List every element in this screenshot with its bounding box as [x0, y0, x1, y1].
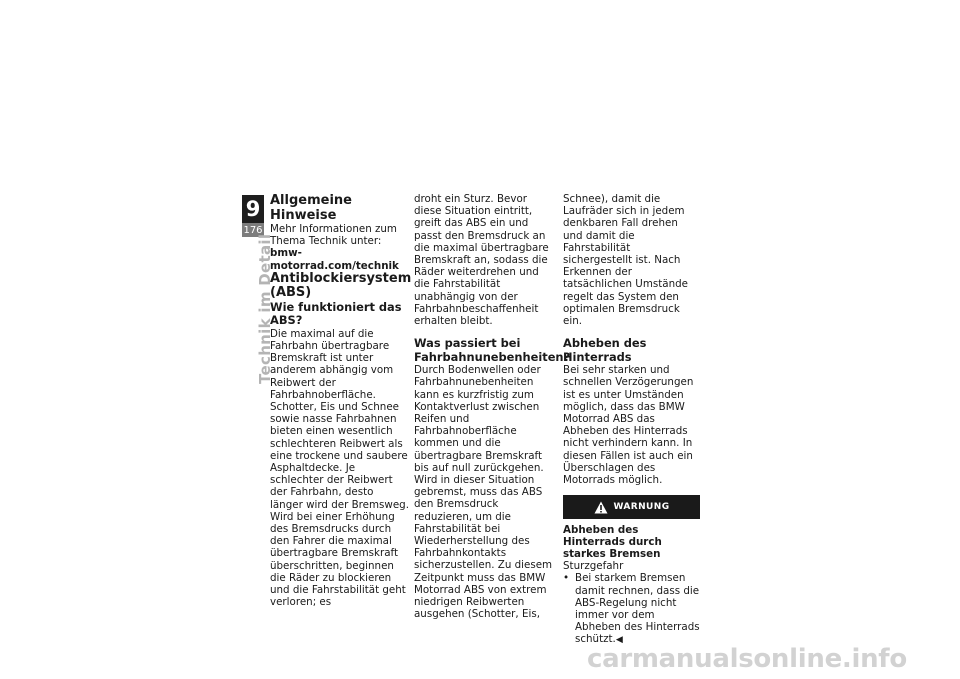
- warning-risk: Sturzgefahr: [563, 560, 624, 573]
- warning-banner: [563, 495, 700, 519]
- heading-abs: Antiblockiersystem (ABS): [270, 270, 412, 301]
- abs-paragraph-3: droht ein Sturz. Bevor diese Situation eintritt, greift das ABS ein und passt den Bremsdruck an die maximal übertragbare Bremskraft an, sodass die Räder weiterdrehen und die Fahrstabilität unabhängig von der Fahrbahnbeschaffenheit erhalten bleibt.: [414, 193, 549, 328]
- warning-bullet-text: Bei starkem Bremsen damit rechnen, dass die ABS-Regelung nicht immer vor dem Abheben des Hinterrads schützt.: [575, 572, 700, 646]
- rear-lift-paragraph: Bei sehr starken und schnellen Verzögerungen ist es unter Umständen möglich, dass das BMW Motorrad ABS das Abheben des Hinterrads nicht verhindern kann. In diesen Fällen ist auch ein Überschlagen des Motorrads möglich.: [563, 364, 694, 487]
- bumps-paragraph: Durch Bodenwellen oder Fahrbahnunebenheiten kann es kurzfristig zum Kontaktverlust zwischen Reifen und Fahrbahnoberfläche kommen und die übertragbare Bremskraft bis auf null zurückgehen. Wird in dieser Situation gebremst, muss das ABS den Bremsdruck reduzieren, um die Fahrstabilität bei Wiederherstellung des Fahrbahnkontakts sicherzustellen. Zu diesem Zeitpunkt muss das BMW Motorrad ABS von extrem niedrigen Reibwerten ausgehen (Schotter, Eis,: [414, 364, 553, 621]
- watermark: carmanualsonline.info: [587, 644, 907, 674]
- technik-link[interactable]: bmw-motorrad.com/technik: [270, 247, 399, 272]
- end-of-section-icon: ◀: [615, 635, 623, 646]
- warning-bullet: [563, 572, 700, 646]
- chapter-side-title: Technik im Detail: [256, 233, 274, 384]
- side-title-wrap: [241, 233, 274, 396]
- heading-rear-wheel-lift: Abheben des Hinterrads: [563, 336, 647, 364]
- abs-paragraph-2: Wird bei einer Erhöhung des Bremsdrucks durch den Fahrer die maximal übertragbare Bremskraft überschritten, beginnen die Räder zu blockieren und die Fahrstabilität geht verloren; es: [270, 510, 406, 609]
- heading-how-abs-works: Wie funktioniert das ABS?: [270, 299, 402, 328]
- warning-icon: [594, 501, 608, 514]
- heading-general-notes: Allgemeine Hinweise: [270, 193, 352, 223]
- warning-label: WARNUNG: [613, 502, 670, 513]
- abs-paragraph-1: Die maximal auf die Fahrbahn übertragbare Bremskraft ist unter anderem abhängig vom Reibwert der Fahrbahnoberfläche. Schotter, Eis und Schnee sowie nasse Fahrbahnen bieten einen wesentlich schlechteren Reibwert als eine trockene und saubere Asphaltdecke. Je schlechter der Reibwert der Fahrbahn, desto länger wird der Bremsweg.: [270, 327, 409, 511]
- warning-title: Abheben des Hinterrads durch starkes Bremsen: [563, 524, 662, 561]
- page-number: 176: [243, 224, 263, 236]
- intro-text: Mehr Informationen zum Thema Technik unter:: [270, 223, 397, 248]
- bullet-dot: •: [563, 572, 570, 585]
- bumps-paragraph-cont: Schnee), damit die Laufräder sich in jedem denkbaren Fall drehen und damit die Fahrstabilität sichergestellt ist. Nach Erkennen der tatsächlichen Umstände regelt das System den optimalen Bremsdruck ein.: [563, 193, 688, 328]
- column-2: [414, 193, 571, 621]
- column-3: [563, 193, 700, 647]
- column-1: [270, 193, 412, 609]
- chapter-number: 9: [242, 195, 264, 223]
- heading-road-bumps: Was passiert bei Fahrbahnunebenheiten?: [414, 336, 571, 364]
